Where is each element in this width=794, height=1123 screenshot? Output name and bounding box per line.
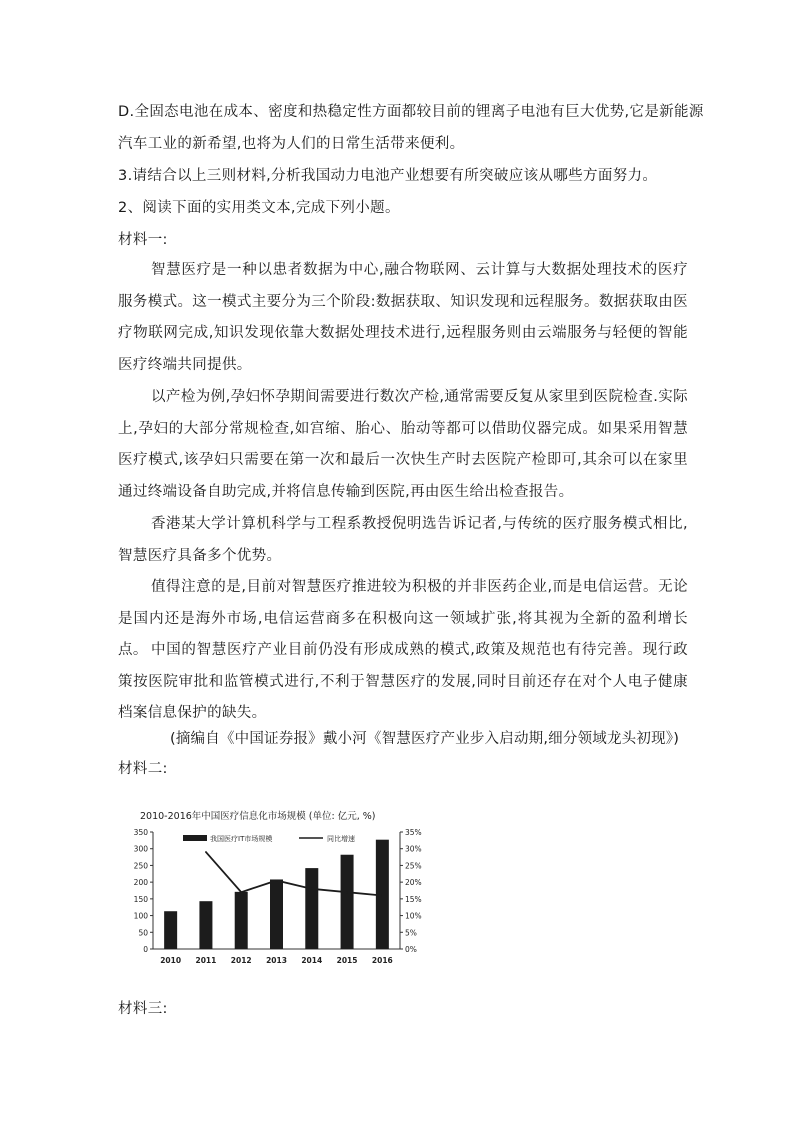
left-tick-label: 300 xyxy=(133,844,148,854)
left-tick-label: 350 xyxy=(133,828,148,837)
x-tick-label: 2013 xyxy=(266,956,287,965)
legend-bar-swatch xyxy=(183,835,207,841)
material-1-paragraph-2: 以产检为例,孕妇怀孕期间需要进行数次产检,通常需要反复从家里到医院检查.实际上,孕妇的大部分常规检查,如宫缩、胎心、胎动等都可以借助仪器完成。如果采用智慧医疗模式,该孕妇只需要在第一次和最后一次快生产时去医院产检即可,其余可以在家里通过终端设备自助完成,并将信息传输到医院,再由医生给出检查报告。 xyxy=(118,389,688,500)
material-1-paragraph-1: 智慧医疗是一种以患者数据为中心,融合物联网、云计算与大数据处理技术的医疗服务模式。这一模式主要分为三个阶段:数据获取、知识发现和远程服务。数据获取由医疗物联网完成,知识发现依靠大数据处理技术进行,远程服务则由云端服务与轻便的智能医疗终端共同提供。 xyxy=(118,262,688,373)
bar xyxy=(341,855,354,949)
x-tick-label: 2016 xyxy=(371,956,393,965)
x-tick-label: 2011 xyxy=(195,956,217,965)
growth-point xyxy=(205,851,207,853)
left-tick-label: 250 xyxy=(133,861,148,871)
right-tick-label: 5% xyxy=(405,928,417,938)
x-tick-label: 2012 xyxy=(230,956,252,965)
material-1-heading: 材料一: xyxy=(118,232,168,248)
legend-line-label: 同比增速 xyxy=(327,835,355,843)
option-d-line: D.全固态电池在成本、密度和热稳定性方面都较目前的锂离子电池有巨大优势,它是新能源 xyxy=(118,104,704,120)
bar xyxy=(199,901,212,949)
bar xyxy=(164,911,177,949)
left-tick-label: 200 xyxy=(133,878,148,888)
left-tick-label: 50 xyxy=(138,928,148,938)
x-tick-label: 2014 xyxy=(301,956,323,965)
material-3-heading: 材料三: xyxy=(118,1001,168,1017)
right-tick-label: 15% xyxy=(405,894,422,904)
growth-point xyxy=(346,891,348,893)
right-tick-label: 35% xyxy=(405,828,422,837)
option-d-continuation: 汽车工业的新希望,也将为人们的日常生活带来便利。 xyxy=(118,136,465,152)
growth-point xyxy=(381,895,383,897)
left-tick-label: 150 xyxy=(133,894,148,904)
question-3: 3.请结合以上三则材料,分析我国动力电池产业想要有所突破应该从哪些方面努力。 xyxy=(118,168,658,184)
bar xyxy=(235,892,248,949)
material-1-source: (摘编自《中国证券报》戴小河《智慧医疗产业步入启动期,细分领域龙头初现》) xyxy=(170,731,680,747)
chart-title: 2010-2016年中国医疗信息化市场规模 (单位: 亿元, %) xyxy=(140,811,376,822)
growth-point xyxy=(240,891,242,893)
legend-bar-label: 我国医疗IT市场规模 xyxy=(210,835,273,843)
market-size-chart xyxy=(128,797,440,975)
right-tick-label: 0% xyxy=(405,945,417,954)
left-tick-label: 100 xyxy=(133,911,148,921)
right-tick-label: 20% xyxy=(405,878,422,888)
growth-line xyxy=(206,852,382,895)
left-tick-label: 0 xyxy=(143,945,148,954)
right-tick-label: 10% xyxy=(405,911,422,921)
section-2-instruction: 2、阅读下面的实用类文本,完成下列小题。 xyxy=(118,200,400,216)
material-1-paragraph-5: 中国的智慧医疗产业目前仍没有形成成熟的模式,政策及规范也有待完善。现行政策按医院审批和监管模式进行,不利于智慧医疗的发展,同时目前还存在对个人电子健康档案信息保护的缺失。 xyxy=(118,642,688,722)
bar xyxy=(270,879,283,949)
x-tick-label: 2015 xyxy=(336,956,358,965)
material-1-paragraph-4: 值得注意的是,目前对智慧医疗推进较为积极的并非医药企业,而是电信运营。无论是国内还是海外市场,电信运营商多在积极向这一领域扩张,将其视为全新的盈利增长点。 xyxy=(118,579,688,659)
right-tick-label: 30% xyxy=(405,844,422,854)
x-tick-label: 2010 xyxy=(160,956,182,965)
material-1-paragraph-3: 香港某大学计算机科学与工程系教授倪明选告诉记者,与传统的医疗服务模式相比,智慧医疗具备多个优势。 xyxy=(118,516,688,564)
growth-point xyxy=(311,888,313,890)
bar xyxy=(305,868,318,949)
material-2-heading: 材料二: xyxy=(118,761,168,777)
right-tick-label: 25% xyxy=(405,861,422,871)
growth-point xyxy=(276,880,278,882)
